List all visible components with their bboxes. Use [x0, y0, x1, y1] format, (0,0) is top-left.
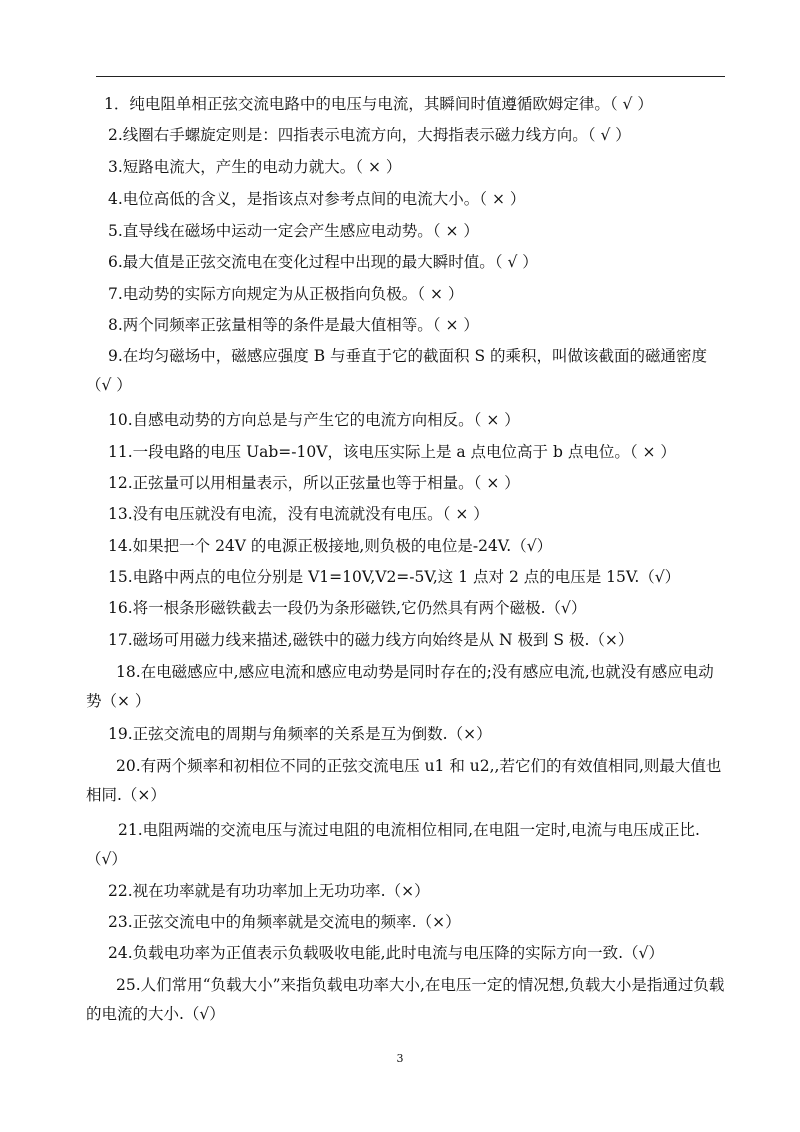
question-16: 16.将一根条形磁铁截去一段仍为条形磁铁,它仍然具有两个磁极.（√）: [108, 599, 587, 617]
question-14: 14.如果把一个 24V 的电源正极接地,则负极的电位是-24V.（√）: [108, 537, 553, 555]
question-9: 9.在均匀磁场中，磁感应强度 B 与垂直于它的截面积 S 的乘积，叫做该截面的磁通密度（√ ）: [86, 347, 708, 394]
question-11: 11.一段电路的电压 Uab=-10V，该电压实际上是 a 点电位高于 b 点电位。（ × ）: [108, 443, 676, 461]
question-10: 10.自感电动势的方向总是与产生它的电流方向相反。（ × ）: [108, 411, 520, 429]
question-20: 20.有两个频率和初相位不同的正弦交流电压 u1 和 u2,,若它们的有效值相同,则最大值也相同.（×）: [86, 757, 722, 804]
question-4: 4.电位高低的含义，是指该点对参考点间的电流大小。（ × ）: [108, 190, 526, 208]
question-12: 12.正弦量可以用相量表示，所以正弦量也等于相量。（ × ）: [108, 474, 520, 492]
question-25: 25.人们常用“负载大小”来指负载电功率大小,在电压一定的情况想,负载大小是指通过负载的电流的大小.（√）: [86, 976, 725, 1023]
page-number: 3: [396, 1052, 404, 1065]
question-8: 8.两个同频率正弦量相等的条件是最大值相等。（ × ）: [108, 316, 479, 334]
question-13: 13.没有电压就没有电流，没有电流就没有电压。（ × ）: [108, 505, 489, 523]
question-18: 18.在电磁感应中,感应电流和感应电动势是同时存在的;没有感应电流,也就没有感应电动势（× ）: [86, 663, 714, 710]
question-21: 21.电阻两端的交流电压与流过电阻的电流相位相同,在电阻一定时,电流与电压成正比.（√）: [86, 821, 700, 868]
header-rule: [96, 76, 725, 77]
question-17: 17.磁场可用磁力线来描述,磁铁中的磁力线方向始终是从 N 极到 S 极.（×）: [108, 631, 634, 649]
question-15: 15.电路中两点的电位分别是 V1=10V,V2=-5V,这 1 点对 2 点的电压是 15V.（√）: [108, 568, 681, 586]
question-2: 2.线圈右手螺旋定则是：四指表示电流方向，大拇指表示磁力线方向。（ √ ）: [108, 126, 631, 144]
question-23: 23.正弦交流电中的角频率就是交流电的频率.（×）: [108, 913, 461, 931]
question-24: 24.负载电功率为正值表示负载吸收电能,此时电流与电压降的实际方向一致.（√）: [108, 944, 664, 962]
question-5: 5.直导线在磁场中运动一定会产生感应电动势。（ × ）: [108, 222, 479, 240]
question-22: 22.视在功率就是有功功率加上无功功率.（×）: [108, 882, 430, 900]
question-1: 1．纯电阻单相正弦交流电路中的电压与电流，其瞬间时值遵循欧姆定律。（ √ ）: [104, 95, 653, 113]
question-19: 19.正弦交流电的周期与角频率的关系是互为倒数.（×）: [108, 725, 492, 743]
question-6: 6.最大值是正弦交流电在变化过程中出现的最大瞬时值。（ √ ）: [108, 253, 538, 271]
question-3: 3.短路电流大，产生的电动力就大。（ × ）: [108, 158, 402, 176]
question-7: 7.电动势的实际方向规定为从正极指向负极。（ × ）: [108, 285, 464, 303]
